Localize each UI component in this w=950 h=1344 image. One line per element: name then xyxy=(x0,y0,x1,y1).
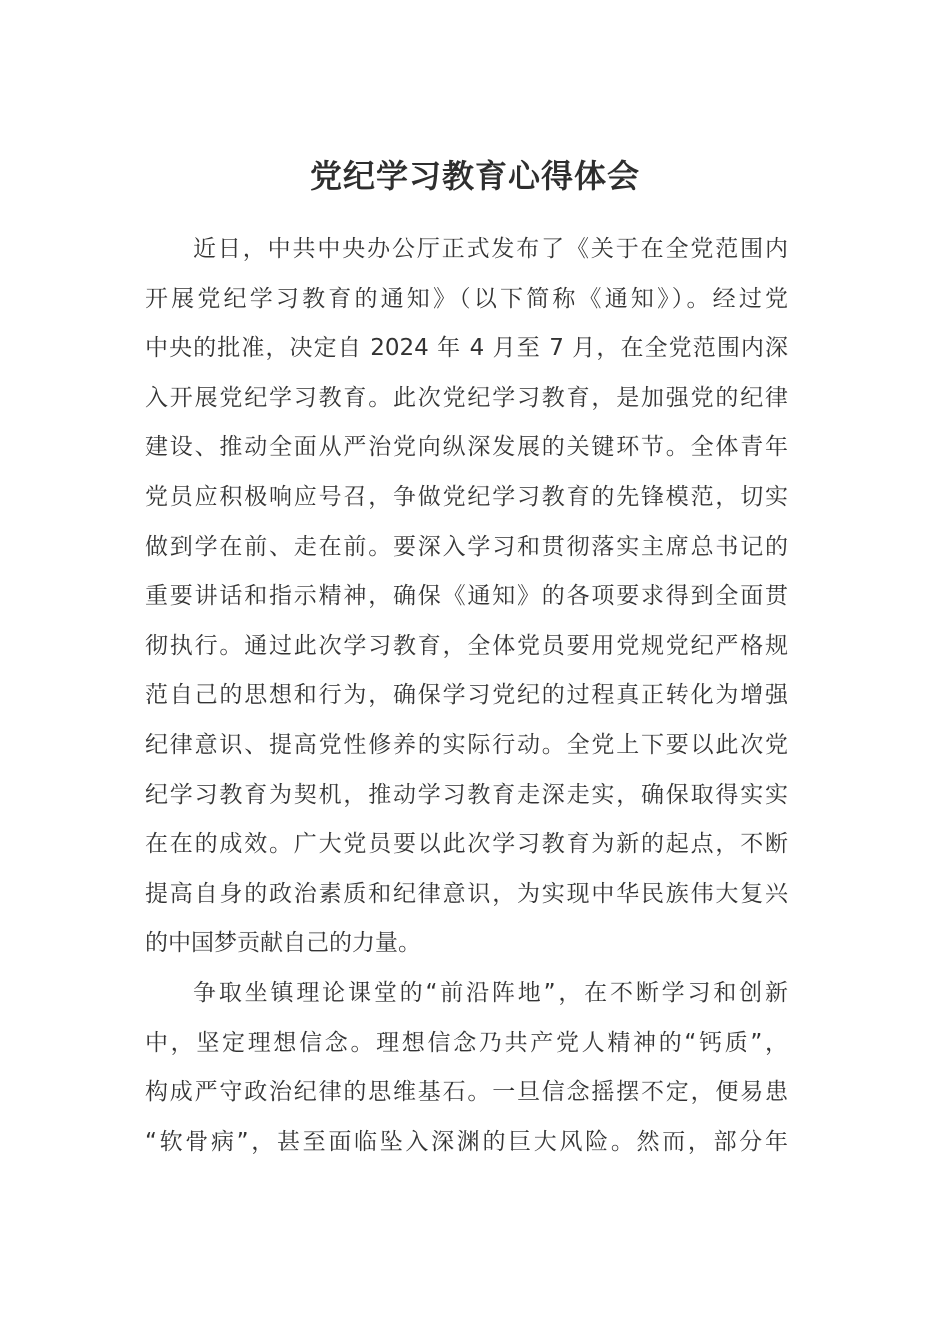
text-line: 在在的成效。广大党员要以此次学习教育为新的起点，不断 xyxy=(145,831,788,858)
document-body xyxy=(145,225,788,1167)
text-line: 入开展党纪学习教育。此次党纪学习教育，是加强党的纪律 xyxy=(145,384,788,411)
text-line: 党员应积极响应号召，争做党纪学习教育的先锋模范，切实 xyxy=(145,483,788,510)
document-title: 党纪学习教育心得体会 xyxy=(309,157,640,195)
text-line: 纪律意识、提高党性修养的实际行动。全党上下要以此次党 xyxy=(145,731,788,758)
text-line: 重要讲话和指示精神，确保《通知》的各项要求得到全面贯 xyxy=(145,583,788,610)
paragraph-1 xyxy=(145,225,788,969)
text-line: 争取坐镇理论课堂的“前沿阵地”，在不断学习和创新 xyxy=(193,979,788,1006)
text-line: 中，坚定理想信念。理想信念乃共产党人精神的“钙质”， xyxy=(145,1029,788,1056)
text-line: 近日，中共中央办公厅正式发布了《关于在全党范围内 xyxy=(193,236,788,262)
text-line: 做到学在前、走在前。要深入学习和贯彻落实主席总书记的 xyxy=(145,533,788,560)
paragraph-2 xyxy=(145,969,788,1167)
text-line: 的中国梦贡献自己的力量。 xyxy=(145,930,421,957)
text-line: 构成严守政治纪律的思维基石。一旦信念摇摆不定，便易患 xyxy=(145,1079,788,1106)
text-line: “软骨病”，甚至面临坠入深渊的巨大风险。然而，部分年 xyxy=(145,1128,788,1155)
text-line: 提高自身的政治素质和纪律意识，为实现中华民族伟大复兴 xyxy=(145,880,788,907)
text-line: 开展党纪学习教育的通知》（以下简称《通知》）。经过党 xyxy=(145,285,788,312)
text-line: 彻执行。通过此次学习教育，全体党员要用党规党纪严格规 xyxy=(145,632,788,659)
text-line: 纪学习教育为契机，推动学习教育走深走实，确保取得实实 xyxy=(145,781,788,808)
text-line: 范自己的思想和行为，确保学习党纪的过程真正转化为增强 xyxy=(145,682,788,709)
text-line: 中央的批准，决定自 2024 年 4 月至 7 月，在全党范围内深 xyxy=(145,335,788,362)
text-line: 建设、推动全面从严治党向纵深发展的关键环节。全体青年 xyxy=(145,434,788,461)
